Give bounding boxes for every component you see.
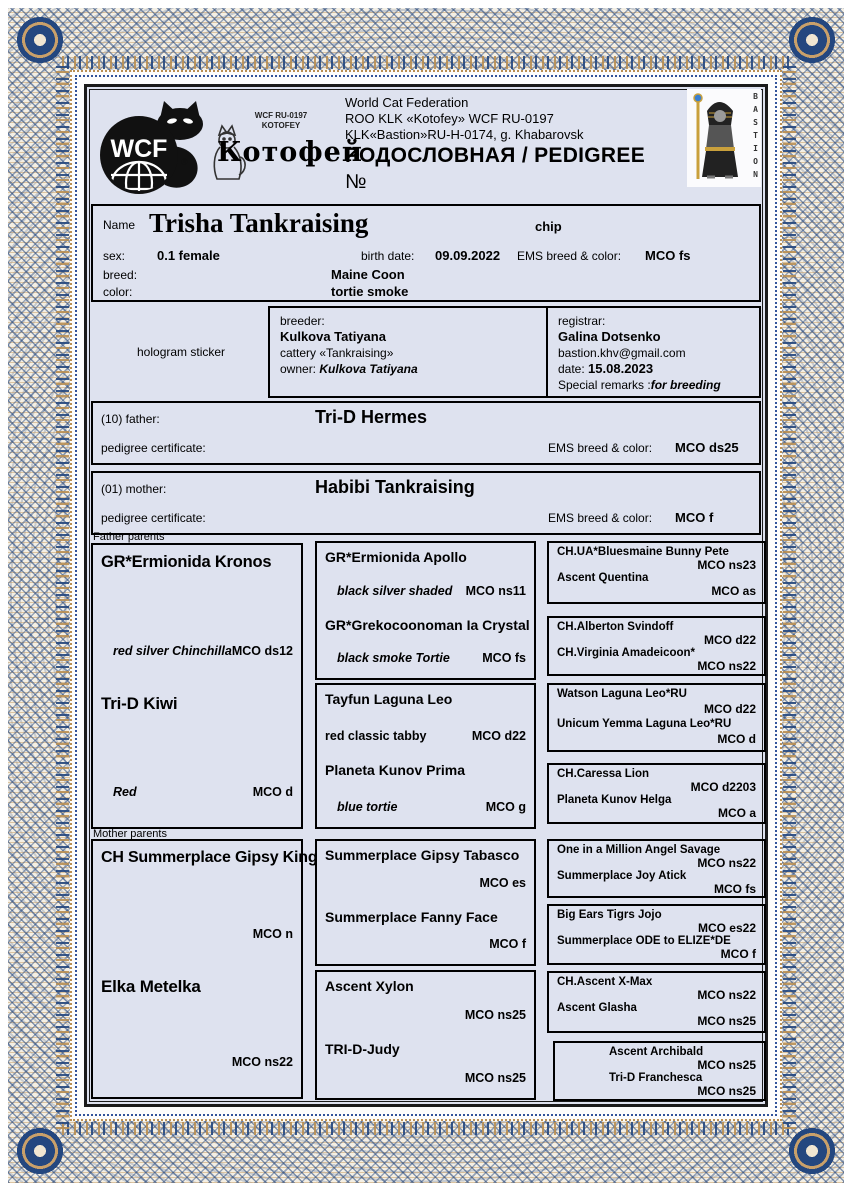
registrar-name: Galina Dotsenko — [558, 329, 661, 344]
ancestor-name: Ascent Quentina — [557, 572, 649, 584]
mother-parents-section-label: Mother parents — [93, 828, 167, 840]
father-gg-box-2 — [547, 616, 766, 676]
ems-code: MCO ns25 — [464, 1071, 526, 1085]
mother-box — [91, 471, 761, 535]
mother-gg-box-3 — [547, 971, 766, 1033]
ancestor-name: CH.Virginia Amadeicoon* — [557, 647, 696, 659]
ancestor-name: GR*Grekocoonoman Ia Crystal — [325, 616, 530, 633]
club-reg-line2: KOTOFEY — [261, 121, 301, 130]
ems-code: MCO es — [479, 875, 526, 890]
ems-code: MCO ns22 — [697, 988, 756, 1002]
remarks-label: Special remarks : — [558, 378, 651, 392]
ancestor-entry — [317, 903, 534, 965]
certificate-frame — [84, 84, 768, 1107]
father-label: (10) father: — [101, 412, 160, 426]
registrar-email: bastion.khv@gmail.com — [558, 346, 686, 360]
org-line-3: KLK«Bastion»RU-H-0174, g. Khabarovsk — [345, 127, 584, 142]
breeder-name: Kulkova Tatiyana — [280, 329, 386, 344]
ancestor-entry — [317, 543, 534, 611]
ems-code: MCO as — [711, 584, 756, 598]
ems-code: MCO ns23 — [697, 558, 756, 572]
date-label: date: — [558, 362, 585, 376]
ancestor-name: Tri-D Franchesca — [609, 1072, 703, 1084]
mother-ems-label: EMS breed & color: — [548, 511, 653, 525]
registration-box — [268, 306, 761, 398]
ems-code: MCO ds12 — [231, 644, 293, 658]
ancestor-name: Watson Laguna Leo*RU — [557, 688, 687, 700]
ems-code: MCO ns25 — [464, 1008, 526, 1022]
ancestor-name: Summerplace Fanny Face — [325, 908, 498, 925]
ancestor-entry — [317, 611, 534, 679]
ems-code: MCO d22 — [471, 729, 526, 743]
remarks-value: for breeding — [650, 378, 721, 392]
ems-value: MCO fs — [645, 248, 691, 263]
ems-code: MCO g — [485, 800, 526, 814]
chip-label: chip — [535, 219, 562, 234]
registrar-label: registrar: — [558, 314, 606, 328]
father-parents-section-label: Father parents — [93, 531, 165, 543]
ancestor-entry — [317, 972, 534, 1035]
ancestor-name: One in a Million Angel Savage — [557, 844, 721, 856]
corner-rosette-icon — [788, 16, 836, 64]
ems-code: MCO es22 — [697, 921, 756, 935]
svg-text:WCF: WCF — [110, 135, 168, 163]
ems-code: MCO ns25 — [697, 1058, 756, 1072]
mother-gg-box-4 — [553, 1041, 766, 1101]
registrar-column — [546, 308, 759, 396]
ems-code: MCO f — [489, 937, 526, 951]
hologram-sticker-label: hologram sticker — [137, 345, 226, 359]
ems-code: MCO a — [717, 806, 756, 820]
ancestor-name: Tri-D Kiwi — [101, 694, 178, 713]
wcf-logo-icon — [93, 99, 211, 195]
mother-name: Habibi Tankraising — [315, 477, 475, 497]
father-ems-value: MCO ds25 — [675, 440, 739, 455]
mother-ems-value: MCO f — [675, 510, 714, 525]
ancestor-color: Red — [113, 785, 137, 799]
ancestor-entry — [317, 1035, 534, 1098]
ancestor-name: CH.Alberton Svindoff — [557, 621, 674, 633]
father-box — [91, 401, 761, 465]
birth-date-value: 09.09.2022 — [435, 248, 501, 263]
color-value: tortie smoke — [331, 284, 409, 299]
ems-code: MCO ns25 — [697, 1014, 756, 1028]
mother-grandsire — [93, 841, 318, 969]
father-grandsire — [93, 545, 301, 686]
club-registration-numbers — [239, 111, 323, 131]
ancestor-name: Elka Metelka — [101, 977, 201, 996]
father-granddam — [93, 686, 301, 827]
father-gg-box-1 — [547, 541, 766, 604]
mother-greatgrandparents-box-2 — [315, 970, 536, 1100]
father-greatgrandparents-box-2 — [315, 683, 536, 829]
ancestor-name: Big Ears Tigrs Jojo — [557, 909, 662, 921]
ancestor-name: Ascent Xylon — [325, 978, 414, 994]
cat-identity-box — [91, 204, 761, 302]
father-name: Tri-D Hermes — [315, 407, 428, 427]
org-line-2: ROO KLK «Kotofey» WCF RU-0197 — [345, 111, 554, 126]
ancestor-name: CH.Ascent X-Max — [557, 976, 653, 988]
ancestor-color: blue tortie — [337, 800, 398, 814]
org-line-1: World Cat Federation — [345, 95, 469, 110]
ems-code: MCO ns11 — [465, 583, 526, 598]
ancestor-color: red silver Chinchilla — [113, 644, 232, 658]
ems-code: MCO n — [252, 927, 293, 941]
father-greatgrandparents-box-1 — [315, 541, 536, 680]
cat-name: Trisha Tankraising — [149, 208, 369, 238]
mother-gg-box-1 — [547, 839, 766, 898]
bastion-cat-figure-icon — [687, 89, 747, 185]
ancestor-name: Ascent Glasha — [557, 1002, 637, 1014]
father-pedigree-label: pedigree certificate: — [101, 441, 206, 455]
mother-greatgrandparents-box-1 — [315, 839, 536, 966]
cattery-name: cattery «Tankraising» — [280, 346, 394, 360]
ancestor-name: Summerplace ODE to ELIZE*DE — [557, 935, 731, 947]
mother-grandparents-box — [91, 839, 318, 1099]
ancestor-name: CH Summerplace Gipsy King — [101, 849, 318, 866]
birth-date-label: birth date: — [361, 249, 415, 263]
owner-label: owner: — [280, 362, 317, 376]
ems-code: MCO ns25 — [697, 1084, 756, 1098]
ems-code: MCO d — [717, 732, 756, 746]
svg-text:®: ® — [181, 157, 188, 167]
mother-label: (01) mother: — [101, 482, 167, 496]
breeder-label: breeder: — [280, 314, 325, 328]
ems-code: MCO f — [720, 947, 756, 961]
corner-rosette-icon — [788, 1127, 836, 1175]
ancestor-entry — [317, 756, 534, 827]
ancestor-name: Planeta Kunov Prima — [325, 762, 466, 778]
breed-label: breed: — [103, 268, 138, 282]
owner-name: Kulkova Tatiyana — [319, 362, 418, 376]
date-value: 15.08.2023 — [588, 361, 654, 376]
ancestor-color: black silver shaded — [337, 583, 453, 598]
bastion-vertical-label: BASTION — [751, 92, 760, 183]
ems-code: MCO d22 — [703, 702, 756, 716]
father-gg-box-3 — [547, 683, 766, 752]
sex-value: 0.1 female — [157, 248, 220, 263]
club-name: Котофей — [217, 137, 363, 168]
ems-code: MCO d22 — [703, 633, 756, 647]
ems-code: MCO fs — [482, 651, 526, 665]
ancestor-name: Summerplace Joy Atick — [557, 870, 687, 882]
father-gg-box-4 — [547, 763, 766, 824]
father-grandparents-box — [91, 543, 303, 829]
ancestor-name: Planeta Kunov Helga — [557, 794, 672, 806]
ems-code: MCO fs — [714, 882, 756, 896]
ancestor-name: CH.Caressa Lion — [557, 768, 650, 780]
ancestor-color: red classic tabby — [325, 729, 427, 743]
ems-code: MCO d2203 — [690, 780, 756, 794]
border-crown-band — [783, 62, 796, 1129]
bastion-club-logo — [687, 89, 761, 187]
sex-label: sex: — [103, 249, 126, 263]
club-reg-line1: WCF RU-0197 — [254, 111, 308, 120]
ancestor-color: black smoke Tortie — [337, 651, 450, 665]
border-crown-band — [56, 62, 69, 1129]
ancestor-entry — [317, 685, 534, 756]
ancestor-entry — [317, 841, 534, 903]
ancestor-name: GR*Ermionida Apollo — [325, 549, 467, 565]
border-crown-band — [62, 1122, 790, 1135]
ems-code: MCO ns22 — [697, 856, 756, 870]
ancestor-name: GR*Ermionida Kronos — [101, 553, 272, 571]
mother-pedigree-label: pedigree certificate: — [101, 511, 206, 525]
breeder-column — [270, 308, 546, 396]
name-label: Name — [103, 218, 136, 232]
mother-gg-box-2 — [547, 904, 766, 965]
ancestor-name: Tayfun Laguna Leo — [325, 691, 453, 707]
mother-granddam — [93, 969, 301, 1097]
ancestor-name: TRI-D-Judy — [325, 1041, 400, 1057]
color-label: color: — [103, 285, 133, 299]
ems-label: EMS breed & color: — [517, 249, 622, 263]
ems-code: MCO ns22 — [231, 1055, 293, 1069]
ancestor-name: Summerplace Gipsy Tabasco — [325, 847, 520, 863]
ancestor-name: Unicum Yemma Laguna Leo*RU — [557, 718, 732, 730]
pedigree-number-label: № — [345, 171, 367, 193]
corner-rosette-icon — [16, 16, 64, 64]
corner-rosette-icon — [16, 1127, 64, 1175]
ems-code: MCO d — [252, 785, 293, 799]
page-title: РОДОСЛОВНАЯ / PEDIGREE — [345, 144, 646, 167]
ancestor-name: Ascent Archibald — [609, 1046, 704, 1058]
father-ems-label: EMS breed & color: — [548, 441, 653, 455]
breed-value: Maine Coon — [331, 267, 405, 282]
ancestor-name: CH.UA*Bluesmaine Bunny Pete — [557, 546, 729, 558]
border-crown-band — [62, 56, 790, 69]
ems-code: MCO ns22 — [697, 659, 756, 673]
